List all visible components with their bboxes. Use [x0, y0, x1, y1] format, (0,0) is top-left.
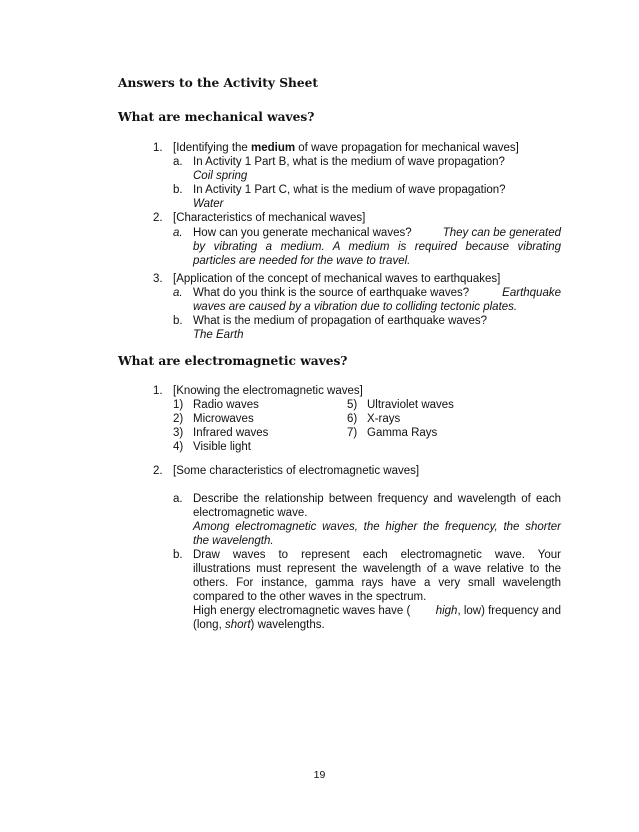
s1-q2: 2. [Characteristics of mechanical waves] — [153, 212, 366, 224]
s2-q2a-line2: electromagnetic wave. — [193, 507, 308, 519]
s1-q3: 3. [Application of the concept of mechanical waves to earthquakes] — [153, 273, 501, 285]
short-italic: short — [224, 619, 251, 631]
high-italic: high — [435, 605, 458, 617]
em-wave-5: 5) Ultraviolet waves — [347, 399, 454, 411]
s1-q1b-answer: Water — [193, 198, 224, 210]
s2-q2a-letter: a. — [173, 493, 183, 505]
answers-heading: Answers to the Activity Sheet — [118, 76, 319, 90]
s1-q1 — [153, 141, 519, 155]
s2-q1: 1. [Knowing the electromagnetic waves] — [153, 385, 363, 397]
s1-q1-text: [Identifying the medium of wave propagation for mechanical waves] — [173, 142, 519, 154]
electromagnetic-waves-heading: What are electromagnetic waves? — [118, 354, 348, 368]
s2-q2b-line1: Draw waves to represent each electromagnetic wave. Your — [193, 549, 561, 561]
em-wave-1: 1) Radio waves — [173, 399, 259, 411]
em-wave-7: 7) Gamma Rays — [347, 427, 438, 439]
s2-q2b-line6: (long, short) wavelengths. — [193, 619, 325, 631]
s2-q2b-line5: High energy electromagnetic waves have ( high, low) frequency and — [193, 605, 561, 617]
s1-q2a-line1: How can you generate mechanical waves? They can be generated — [193, 227, 561, 239]
s2-q2b-line3: others. For instance, gamma rays have a very small wavelength — [193, 577, 561, 589]
s1-q1a-answer: Coil spring — [193, 170, 248, 182]
s1-q3a-letter: a. — [173, 287, 183, 299]
s1-q2a-letter: a. — [173, 227, 183, 239]
s2-q2b-line4: compared to the other waves in the spectrum. — [193, 591, 427, 603]
s2-q2b-letter: b. — [173, 549, 183, 561]
s1-q3a-line2: waves are caused by a vibration due to colliding tectonic plates. — [193, 301, 518, 313]
em-wave-6: 6) X-rays — [347, 413, 401, 425]
s1-q3b: b. What is the medium of propagation of earthquake waves? — [173, 315, 488, 327]
s1-q1b: b. In Activity 1 Part C, what is the medium of wave propagation? — [173, 184, 506, 196]
s1-q2a-line3: particles are needed for the wave to travel. — [193, 255, 411, 267]
em-wave-3: 3) Infrared waves — [173, 427, 269, 439]
s2-q2a-answer2: the wavelength. — [193, 535, 274, 547]
page-number: 19 — [313, 769, 326, 781]
s1-q3a-line1: What do you think is the source of earthquake waves? Earthquake — [193, 287, 561, 299]
s1-q1a: a. In Activity 1 Part B, what is the medium of wave propagation? — [173, 156, 505, 168]
s1-q3b-answer: The Earth — [193, 329, 244, 341]
s1-q2a-line2: by vibrating a medium. A medium is required because vibrating — [193, 241, 561, 253]
s1-q1-number: 1. — [153, 142, 163, 154]
mechanical-waves-heading: What are mechanical waves? — [118, 110, 315, 124]
s2-q2a-line1: Describe the relationship between frequency and wavelength of each — [193, 493, 561, 505]
em-wave-4: 4) Visible light — [173, 441, 251, 453]
s2-q2: 2. [Some characteristics of electromagnetic waves] — [153, 465, 420, 477]
s2-q2b-line2: illustrations must represent the wavelength of a wave relative to the — [193, 563, 561, 575]
s2-q2a-answer1: Among electromagnetic waves, the higher the frequency, the shorter — [193, 521, 561, 533]
medium-bold: medium — [251, 142, 296, 154]
em-wave-2: 2) Microwaves — [173, 413, 254, 425]
